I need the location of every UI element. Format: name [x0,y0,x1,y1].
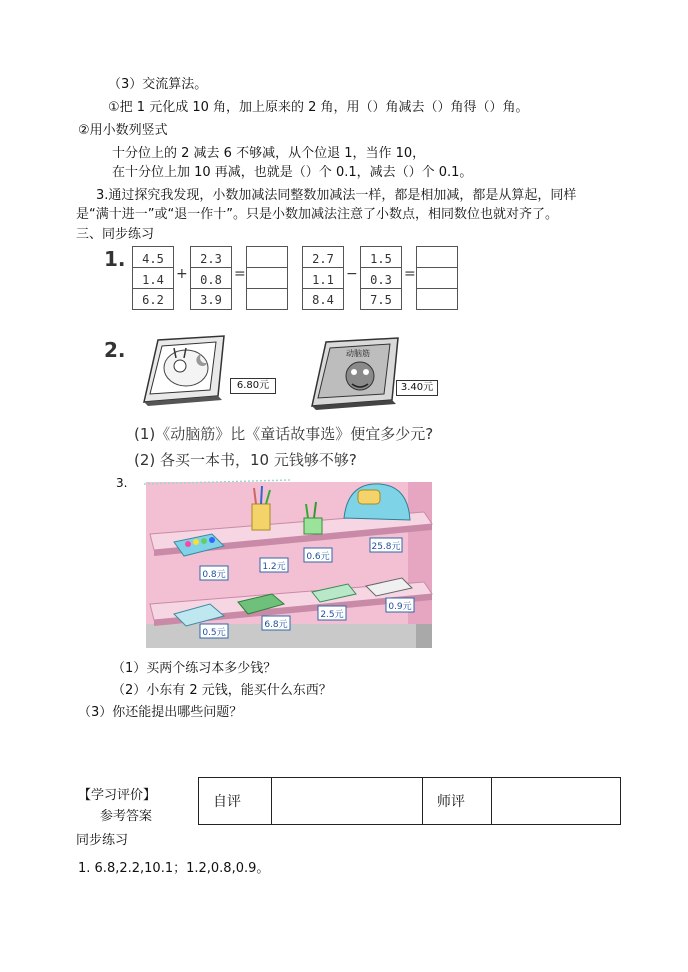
plus-sign: + [176,266,188,282]
add-answer-column [246,246,288,310]
text-line-7: 是“满十进一”或“退一作十”。只是小数加减法注意了小数点，相同数位也就对齐了。 [76,207,558,222]
price-tag-fairy-tale: 6.80元 [230,378,276,394]
price-tag-brain-teaser: 3.40元 [396,380,438,396]
price-bottom-2: 6.8元 [264,620,288,630]
section-heading: 三、同步练习 [76,227,155,242]
add-left-column [132,246,174,310]
text-line-4: 十分位上的 2 减去 6 不够减，从个位退 1，当作 10， [112,146,426,161]
sub-left-column [302,246,344,310]
sub-left-row-2: 1.1 [312,273,334,287]
exercise-2-number: 2. [104,338,126,362]
sub-left-row-1: 2.7 [312,252,334,266]
self-eval-label: 自评 [199,778,272,825]
sub-right-column [360,246,402,310]
exercise-1-number: 1. [104,247,126,271]
teacher-eval-field[interactable] [492,778,621,825]
sub-left-row-3: 8.4 [312,293,334,307]
text-line-2: ①把 1 元化成 10 角，加上原来的 2 角，用（）角减去（）角得（）角。 [108,100,529,115]
text-line-1: （3）交流算法。 [108,77,208,92]
exercise-3-number: 3. [116,476,128,490]
price-bottom-4: 0.9元 [388,602,412,612]
add-left-row-1: 4.5 [142,252,164,266]
evaluation-label: 【学习评价】 [78,788,157,803]
answer-1: 1. 6.8,2.2,10.1；1.2,0.8,0.9。 [78,861,270,876]
text-line-6: 3.通过探究我发现，小数加减法同整数加减法一样，都是相加减，都是从算起，同样 [96,188,577,203]
self-eval-field[interactable] [272,778,423,825]
exercise-3-question-3: （3）你还能提出哪些问题？ [78,705,243,720]
price-top-4: 25.8元 [371,542,401,552]
price-top-1: 0.8元 [202,570,226,580]
exercise-3-question-1: （1）买两个练习本多少钱？ [112,661,277,676]
price-bottom-3: 2.5元 [320,610,344,620]
fairy-tale-book-illustration [138,332,228,406]
add-left-row-3: 6.2 [142,293,164,307]
add-right-row-2: 0.8 [200,273,222,287]
sub-right-row-3: 7.5 [370,293,392,307]
answers-title: 参考答案 [100,809,153,824]
price-top-2: 1.2元 [262,562,286,572]
exercise-2-question-2: (2) 各买一本书，10 元钱够不够? [134,451,357,469]
sub-answer-column [416,246,458,310]
exercise-2-question-1: (1)《动脑筋》比《童话故事选》便宜多少元? [134,425,434,443]
shop-shelf-illustration [140,474,440,650]
text-line-5: 在十分位上加 10 再减，也就是（）个 0.1，减去（）个 0.1。 [112,165,473,180]
add-right-row-3: 3.9 [200,293,222,307]
sub-right-row-1: 1.5 [370,252,392,266]
minus-sign: − [346,266,358,282]
evaluation-table [198,777,621,825]
exercise-3-question-2: （2）小东有 2 元钱，能买什么东西？ [112,683,332,698]
add-right-row-1: 2.3 [200,252,222,266]
add-left-row-2: 1.4 [142,273,164,287]
price-top-3: 0.6元 [306,552,330,562]
answers-section: 同步练习 [76,833,129,848]
equals-sign-2: = [404,266,416,282]
sub-right-row-2: 0.3 [370,273,392,287]
text-line-3: ②用小数列竖式 [78,123,168,138]
add-right-column [190,246,232,310]
book-cover-title: 动脑筋 [346,349,370,358]
price-bottom-1: 0.5元 [202,628,226,638]
equals-sign-1: = [234,266,246,282]
teacher-eval-label: 师评 [423,778,492,825]
brain-teaser-book-illustration [308,332,402,410]
